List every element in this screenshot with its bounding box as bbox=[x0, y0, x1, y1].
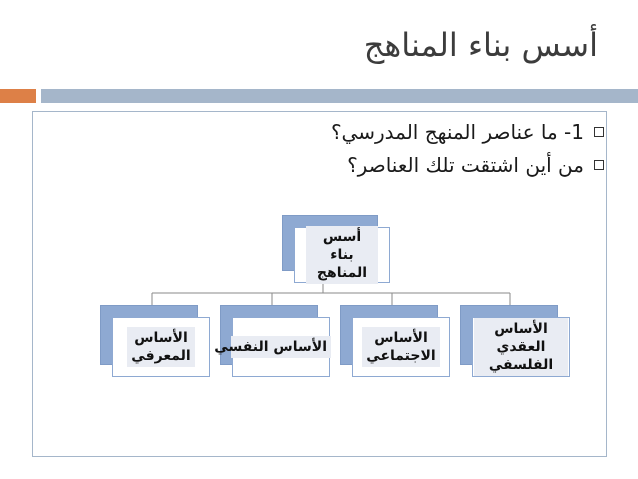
node-philosophical bbox=[460, 305, 570, 377]
node-cognitive bbox=[100, 305, 210, 377]
slide-title: أسس بناء المناهج bbox=[363, 26, 598, 64]
node-cognitive-label: الأساس المعرفي bbox=[127, 327, 195, 367]
node-psychological-label: الأساس النفسي bbox=[231, 336, 331, 358]
node-philosophical-label: الأساس العقدي الفلسفي bbox=[474, 318, 568, 376]
node-root-label: أسس بناء المناهج bbox=[306, 226, 378, 284]
node-psychological bbox=[214, 305, 330, 377]
node-root bbox=[282, 215, 390, 283]
bullet-text-1: 1- ما عناصر المنهج المدرسي؟ bbox=[330, 120, 584, 144]
node-social-label: الأساس الاجتماعي bbox=[362, 327, 440, 367]
bullet-text-2: من أين اشتقت تلك العناصر؟ bbox=[347, 153, 584, 177]
node-social bbox=[340, 305, 450, 377]
